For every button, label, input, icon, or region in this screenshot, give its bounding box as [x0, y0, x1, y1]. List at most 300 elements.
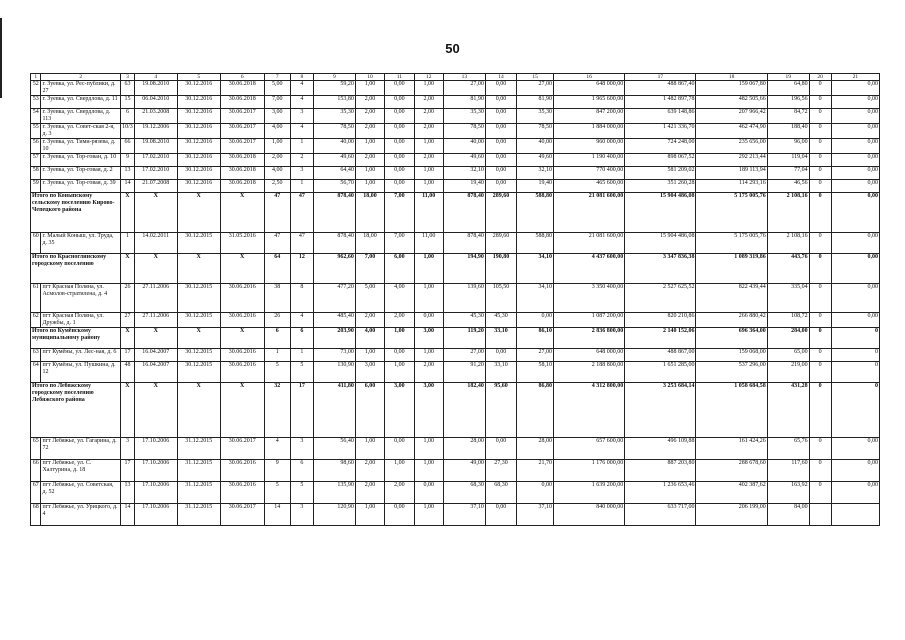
column-number: 5: [177, 74, 220, 81]
table-cell: 17.02.2010: [134, 154, 177, 167]
register-table: [30, 73, 880, 526]
table-cell: 3 350 400,00: [553, 284, 624, 313]
table-cell: 1,00: [414, 504, 443, 526]
table-cell: 0,00: [485, 504, 516, 526]
table-cell: 46,56: [767, 180, 809, 193]
table-row: [31, 81, 880, 96]
table-cell: 3: [290, 504, 313, 526]
table-row: [31, 504, 880, 526]
table-cell: 0,00: [485, 180, 516, 193]
table-cell: 65: [31, 438, 41, 460]
table-row: [31, 233, 880, 254]
table-cell: 0,00: [831, 124, 879, 139]
table-cell: 351 260,28: [625, 180, 696, 193]
table-cell: 0,00: [385, 180, 414, 193]
table-cell: 284,00: [767, 328, 809, 349]
table-cell: 4 312 800,00: [553, 383, 624, 438]
table-cell: 0,00: [831, 96, 879, 109]
column-number: 17: [625, 74, 696, 81]
table-cell: 32,10: [443, 167, 485, 180]
table-cell: 21.07.2008: [134, 180, 177, 193]
table-cell: 1 236 653,46: [625, 482, 696, 504]
table-cell: 3 253 684,14: [625, 383, 696, 438]
subtotal-row: [31, 328, 880, 349]
table-row: [31, 139, 880, 154]
table-cell: 49,00: [443, 460, 485, 482]
table-cell: 2 108,16: [767, 233, 809, 254]
table-cell: 1 884 000,00: [553, 124, 624, 139]
address-cell: г. Зуевка, ул. Совет-ская 2-я, д. 3: [41, 124, 121, 139]
table-cell: 59,20: [313, 81, 355, 96]
table-row: [31, 460, 880, 482]
table-cell: 465 600,00: [553, 180, 624, 193]
table-cell: 0,00: [414, 482, 443, 504]
column-number: 2: [41, 74, 121, 81]
table-cell: 54: [31, 109, 41, 124]
table-cell: 34,10: [517, 284, 554, 313]
table-cell: 648 000,00: [553, 81, 624, 96]
table-cell: 68: [31, 504, 41, 526]
table-cell: 3: [290, 109, 313, 124]
table-cell: 84,72: [767, 109, 809, 124]
table-cell: 34,10: [517, 254, 554, 284]
table-cell: 724 248,00: [625, 139, 696, 154]
table-cell: 64,40: [313, 167, 355, 180]
table-cell: 2,00: [264, 154, 290, 167]
table-cell: 16.04.2007: [134, 349, 177, 362]
table-cell: 898 067,52: [625, 154, 696, 167]
table-cell: 0: [809, 124, 831, 139]
table-cell: 30.06.2018: [220, 167, 264, 180]
table-cell: 5: [264, 362, 290, 383]
table-cell: 2,00: [385, 313, 414, 328]
table-cell: 2,00: [414, 109, 443, 124]
table-cell: 35,30: [313, 109, 355, 124]
table-cell: 30.06.2017: [220, 438, 264, 460]
table-cell: 0: [809, 313, 831, 328]
table-row: [31, 438, 880, 460]
table-cell: 159 067,80: [696, 81, 767, 96]
table-cell: 0,00: [831, 154, 879, 167]
table-cell: 488 867,40: [625, 81, 696, 96]
table-cell: 15: [121, 96, 135, 109]
table-cell: 462 474,90: [696, 124, 767, 139]
table-cell: 30.06.2018: [220, 81, 264, 96]
table-cell: 0,00: [831, 313, 879, 328]
table-cell: 0,00: [831, 81, 879, 96]
table-cell: 17.02.2010: [134, 167, 177, 180]
table-cell: 68,30: [485, 482, 516, 504]
table-cell: 1,00: [414, 81, 443, 96]
table-cell: 0,00: [485, 124, 516, 139]
table-cell: 19.08.2010: [134, 81, 177, 96]
table-row: [31, 180, 880, 193]
table-cell: 5 175 005,76: [696, 233, 767, 254]
table-cell: 1 087 200,00: [553, 313, 624, 328]
table-cell: 19.08.2010: [134, 139, 177, 154]
table-cell: 0: [809, 284, 831, 313]
table-cell: 78,50: [517, 124, 554, 139]
table-cell: 33,10: [485, 328, 516, 349]
table-cell: 63: [31, 349, 41, 362]
column-number: 21: [831, 74, 879, 81]
table-cell: 17.10.2006: [134, 504, 177, 526]
table-cell: 30.12.2015: [177, 233, 220, 254]
table-cell: 108,72: [767, 313, 809, 328]
table-cell: 2,00: [355, 124, 384, 139]
table-cell: 59: [31, 180, 41, 193]
table-cell: 17.10.2006: [134, 482, 177, 504]
table-cell: 135,90: [313, 482, 355, 504]
table-cell: 207 966,42: [696, 109, 767, 124]
table-cell: 30.12.2016: [177, 96, 220, 109]
table-cell: 1,00: [355, 504, 384, 526]
table-cell: 17.10.2006: [134, 460, 177, 482]
table-cell: 770 400,00: [553, 167, 624, 180]
table-cell: 19,40: [443, 180, 485, 193]
table-cell: 105,50: [485, 284, 516, 313]
table-cell: 194,90: [443, 254, 485, 284]
table-cell: 7,00: [355, 254, 384, 284]
table-cell: 55: [31, 124, 41, 139]
table-cell: 27.11.2006: [134, 313, 177, 328]
subtotal-label: Итого по Кумёнскому муниципальному району: [31, 328, 121, 349]
table-cell: 0: [809, 328, 831, 349]
table-cell: X: [220, 328, 264, 349]
table-cell: 28,00: [443, 438, 485, 460]
table-cell: 2 527 625,52: [625, 284, 696, 313]
table-cell: 17: [290, 383, 313, 438]
table-cell: 477,20: [313, 284, 355, 313]
table-cell: 5 175 005,76: [696, 193, 767, 233]
table-cell: 4: [264, 438, 290, 460]
table-cell: 0,00: [831, 193, 879, 233]
address-cell: г. Зуевка, ул. Свердлова, д. 11: [41, 96, 121, 109]
table-cell: 0,00: [831, 284, 879, 313]
table-cell: 588,80: [517, 193, 554, 233]
table-cell: 61: [31, 284, 41, 313]
table-cell: 0,00: [385, 349, 414, 362]
table-cell: 15 904 486,08: [625, 233, 696, 254]
address-cell: пгт Лебяжье, ул. С. Халтурина, д. 18: [41, 460, 121, 482]
table-cell: 161 424,26: [696, 438, 767, 460]
column-number: 19: [767, 74, 809, 81]
table-cell: 40,00: [313, 139, 355, 154]
table-cell: 1 190 400,00: [553, 154, 624, 167]
table-cell: 411,80: [313, 383, 355, 438]
table-cell: 35,30: [443, 109, 485, 124]
table-cell: 2 188 800,00: [553, 362, 624, 383]
table-cell: 33,10: [485, 362, 516, 383]
table-cell: 45,30: [485, 313, 516, 328]
table-cell: 13: [121, 482, 135, 504]
table-cell: 37,10: [517, 504, 554, 526]
table-cell: 40,00: [443, 139, 485, 154]
table-cell: 26: [264, 313, 290, 328]
table-cell: 96,00: [767, 139, 809, 154]
table-cell: 1,00: [264, 139, 290, 154]
table-cell: 235 656,00: [696, 139, 767, 154]
column-number: 13: [443, 74, 485, 81]
table-cell: 190,80: [485, 254, 516, 284]
table-cell: 9: [121, 154, 135, 167]
table-cell: 9: [264, 460, 290, 482]
table-cell: 847 200,00: [553, 109, 624, 124]
table-cell: 1 058 684,58: [696, 383, 767, 438]
table-cell: 68,30: [443, 482, 485, 504]
table-cell: 0,00: [385, 124, 414, 139]
table-cell: 30.06.2016: [220, 482, 264, 504]
table-cell: 840 000,00: [553, 504, 624, 526]
table-cell: 18,00: [355, 193, 384, 233]
table-cell: 5: [290, 482, 313, 504]
table-cell: 56,70: [313, 180, 355, 193]
address-cell: пгт Кумёны, ул. Лес-ная, д. 6: [41, 349, 121, 362]
table-cell: 30.12.2015: [177, 349, 220, 362]
table-cell: 0: [831, 328, 879, 349]
table-cell: 0: [809, 438, 831, 460]
table-cell: 47: [264, 193, 290, 233]
table-cell: 47: [290, 193, 313, 233]
table-cell: 1 639 200,00: [553, 482, 624, 504]
table-cell: 47: [290, 233, 313, 254]
table-cell: X: [177, 383, 220, 438]
table-cell: 64,80: [767, 81, 809, 96]
table-cell: 27,00: [517, 81, 554, 96]
table-cell: 0: [831, 362, 879, 383]
table-cell: 188,40: [767, 124, 809, 139]
table-cell: 47: [264, 233, 290, 254]
table-row: [31, 109, 880, 124]
table-cell: 35,30: [517, 109, 554, 124]
table-cell: 1: [290, 349, 313, 362]
table-cell: 30.06.2018: [220, 180, 264, 193]
table-cell: 0: [831, 349, 879, 362]
table-cell: 3,00: [355, 362, 384, 383]
table-cell: X: [121, 193, 135, 233]
table-cell: 292 213,44: [696, 154, 767, 167]
table-cell: 0: [809, 349, 831, 362]
table-cell: 0,00: [831, 254, 879, 284]
table-cell: 7,00: [264, 96, 290, 109]
table-cell: 153,80: [313, 96, 355, 109]
table-cell: 1,00: [355, 180, 384, 193]
table-cell: 49,60: [313, 154, 355, 167]
table-cell: 119,20: [443, 328, 485, 349]
table-cell: 1,00: [355, 167, 384, 180]
table-cell: 63: [121, 81, 135, 96]
table-row: [31, 313, 880, 328]
table-cell: X: [220, 383, 264, 438]
table-cell: 696 364,00: [696, 328, 767, 349]
table-cell: 878,40: [313, 193, 355, 233]
table-cell: 11,00: [414, 233, 443, 254]
table-cell: 1 965 600,00: [553, 96, 624, 109]
table-cell: 45,30: [443, 313, 485, 328]
table-cell: 0: [809, 96, 831, 109]
table-cell: 86,80: [517, 383, 554, 438]
table-cell: X: [220, 254, 264, 284]
table-cell: 27,30: [485, 460, 516, 482]
table-cell: 0,00: [485, 96, 516, 109]
table-cell: 30.06.2016: [220, 460, 264, 482]
table-cell: 648 000,00: [553, 349, 624, 362]
table-cell: 2,50: [264, 180, 290, 193]
table-cell: 3: [290, 167, 313, 180]
table-cell: 5: [290, 362, 313, 383]
table-cell: 32,10: [517, 167, 554, 180]
address-cell: пгт Красная Поляна, ул. Асмолов-стратилена, д. 4: [41, 284, 121, 313]
table-cell: X: [134, 254, 177, 284]
table-cell: 1: [264, 349, 290, 362]
table-cell: 30.12.2016: [177, 124, 220, 139]
table-cell: 1: [290, 139, 313, 154]
table-cell: 443,76: [767, 254, 809, 284]
table-row: [31, 284, 880, 313]
table-cell: 30.12.2016: [177, 167, 220, 180]
table-cell: 49,60: [517, 154, 554, 167]
table-cell: 31.05.2016: [220, 233, 264, 254]
table-cell: 0,00: [831, 109, 879, 124]
table-cell: 1,00: [355, 81, 384, 96]
table-cell: 1,00: [414, 438, 443, 460]
table-cell: 0: [809, 154, 831, 167]
table-cell: X: [121, 383, 135, 438]
table-cell: 6: [290, 328, 313, 349]
table-cell: 1 651 285,00: [625, 362, 696, 383]
table-cell: 0,00: [485, 109, 516, 124]
table-cell: 266 880,42: [696, 313, 767, 328]
table-cell: 84,00: [767, 504, 809, 526]
column-number-row: [31, 74, 880, 81]
address-cell: пгт Лебяжье, ул. Гагарина, д. 72: [41, 438, 121, 460]
table-cell: 1,00: [385, 328, 414, 349]
table-cell: 3: [290, 438, 313, 460]
table-row: [31, 482, 880, 504]
address-cell: пгт Лебяжье, ул. Советская, д. 52: [41, 482, 121, 504]
table-cell: 0: [809, 109, 831, 124]
subtotal-row: [31, 193, 880, 233]
table-cell: 58: [31, 167, 41, 180]
table-cell: 0: [831, 383, 879, 438]
table-cell: 30.12.2016: [177, 109, 220, 124]
table-cell: 1 089 319,86: [696, 254, 767, 284]
column-number: 16: [553, 74, 624, 81]
table-cell: 98,60: [313, 460, 355, 482]
column-number: 8: [290, 74, 313, 81]
table-cell: 78,50: [313, 124, 355, 139]
table-cell: 17: [121, 349, 135, 362]
table-cell: 878,40: [443, 193, 485, 233]
table-cell: 30.06.2017: [220, 139, 264, 154]
table-cell: 27,00: [517, 349, 554, 362]
table-cell: 6: [290, 460, 313, 482]
table-cell: 822 439,44: [696, 284, 767, 313]
table-cell: 482 505,66: [696, 96, 767, 109]
table-cell: 4 437 600,00: [553, 254, 624, 284]
table-cell: 30.06.2016: [220, 284, 264, 313]
table-cell: 27,00: [443, 349, 485, 362]
table-cell: 4,00: [264, 167, 290, 180]
table-cell: 1,00: [414, 139, 443, 154]
table-cell: 10/3: [121, 124, 135, 139]
table-cell: 1,00: [414, 284, 443, 313]
table-cell: 537 296,00: [696, 362, 767, 383]
table-cell: 6: [264, 328, 290, 349]
table-cell: 38: [264, 284, 290, 313]
table-cell: 0: [809, 180, 831, 193]
table-cell: 0,00: [831, 139, 879, 154]
table-cell: 30.12.2016: [177, 180, 220, 193]
table-cell: 95,60: [485, 383, 516, 438]
table-cell: 30.06.2016: [220, 349, 264, 362]
table-cell: 1,00: [385, 362, 414, 383]
table-cell: 288 678,60: [696, 460, 767, 482]
table-cell: 30.12.2016: [177, 154, 220, 167]
table-cell: 31.12.2015: [177, 504, 220, 526]
table-cell: 335,04: [767, 284, 809, 313]
table-cell: 1,00: [414, 180, 443, 193]
table-cell: 4: [290, 81, 313, 96]
table-cell: 4: [290, 124, 313, 139]
table-cell: 2 108,16: [767, 193, 809, 233]
column-number: 20: [809, 74, 831, 81]
table-cell: 3,00: [264, 109, 290, 124]
table-cell: 4: [290, 96, 313, 109]
subtotal-label: Итого по Лебяжскому городскому поселению Лебяжского района: [31, 383, 121, 438]
table-cell: 657 600,00: [553, 438, 624, 460]
table-cell: [809, 504, 831, 526]
table-cell: 4,00: [355, 328, 384, 349]
table-cell: 1,00: [414, 460, 443, 482]
table-cell: 2,00: [414, 96, 443, 109]
column-number: 4: [134, 74, 177, 81]
table-cell: 3: [121, 438, 135, 460]
table-cell: 30.06.2017: [220, 124, 264, 139]
table-cell: 30.06.2016: [220, 362, 264, 383]
address-cell: пгт Лебяжье, ул. Урицкого, д. 4: [41, 504, 121, 526]
table-cell: 0,00: [385, 139, 414, 154]
table-cell: 1 176 000,00: [553, 460, 624, 482]
table-cell: 14: [264, 504, 290, 526]
table-row: [31, 167, 880, 180]
table-cell: 65,76: [767, 438, 809, 460]
table-cell: 114 293,16: [696, 180, 767, 193]
table-cell: 0,00: [831, 460, 879, 482]
table-cell: 1: [121, 233, 135, 254]
column-number: 18: [696, 74, 767, 81]
table-cell: 1 421 336,70: [625, 124, 696, 139]
table-cell: X: [134, 383, 177, 438]
address-cell: г. Зуевка, ул. Тор-говая, д. 39: [41, 180, 121, 193]
table-cell: X: [177, 193, 220, 233]
table-cell: 2,00: [414, 362, 443, 383]
table-cell: 1 482 897,78: [625, 96, 696, 109]
address-cell: г. Зуевка, ул. Тими-рязева, д. 10: [41, 139, 121, 154]
table-cell: 14: [121, 180, 135, 193]
table-cell: 0,00: [517, 313, 554, 328]
table-cell: 0,00: [485, 139, 516, 154]
table-cell: 5: [264, 482, 290, 504]
table-row: [31, 362, 880, 383]
table-cell: 0,00: [414, 313, 443, 328]
table-cell: 27,00: [443, 81, 485, 96]
table-cell: 8: [290, 284, 313, 313]
table-cell: 402 387,62: [696, 482, 767, 504]
table-cell: 120,90: [313, 504, 355, 526]
table-cell: 0,00: [385, 504, 414, 526]
table-cell: 56: [31, 139, 41, 154]
